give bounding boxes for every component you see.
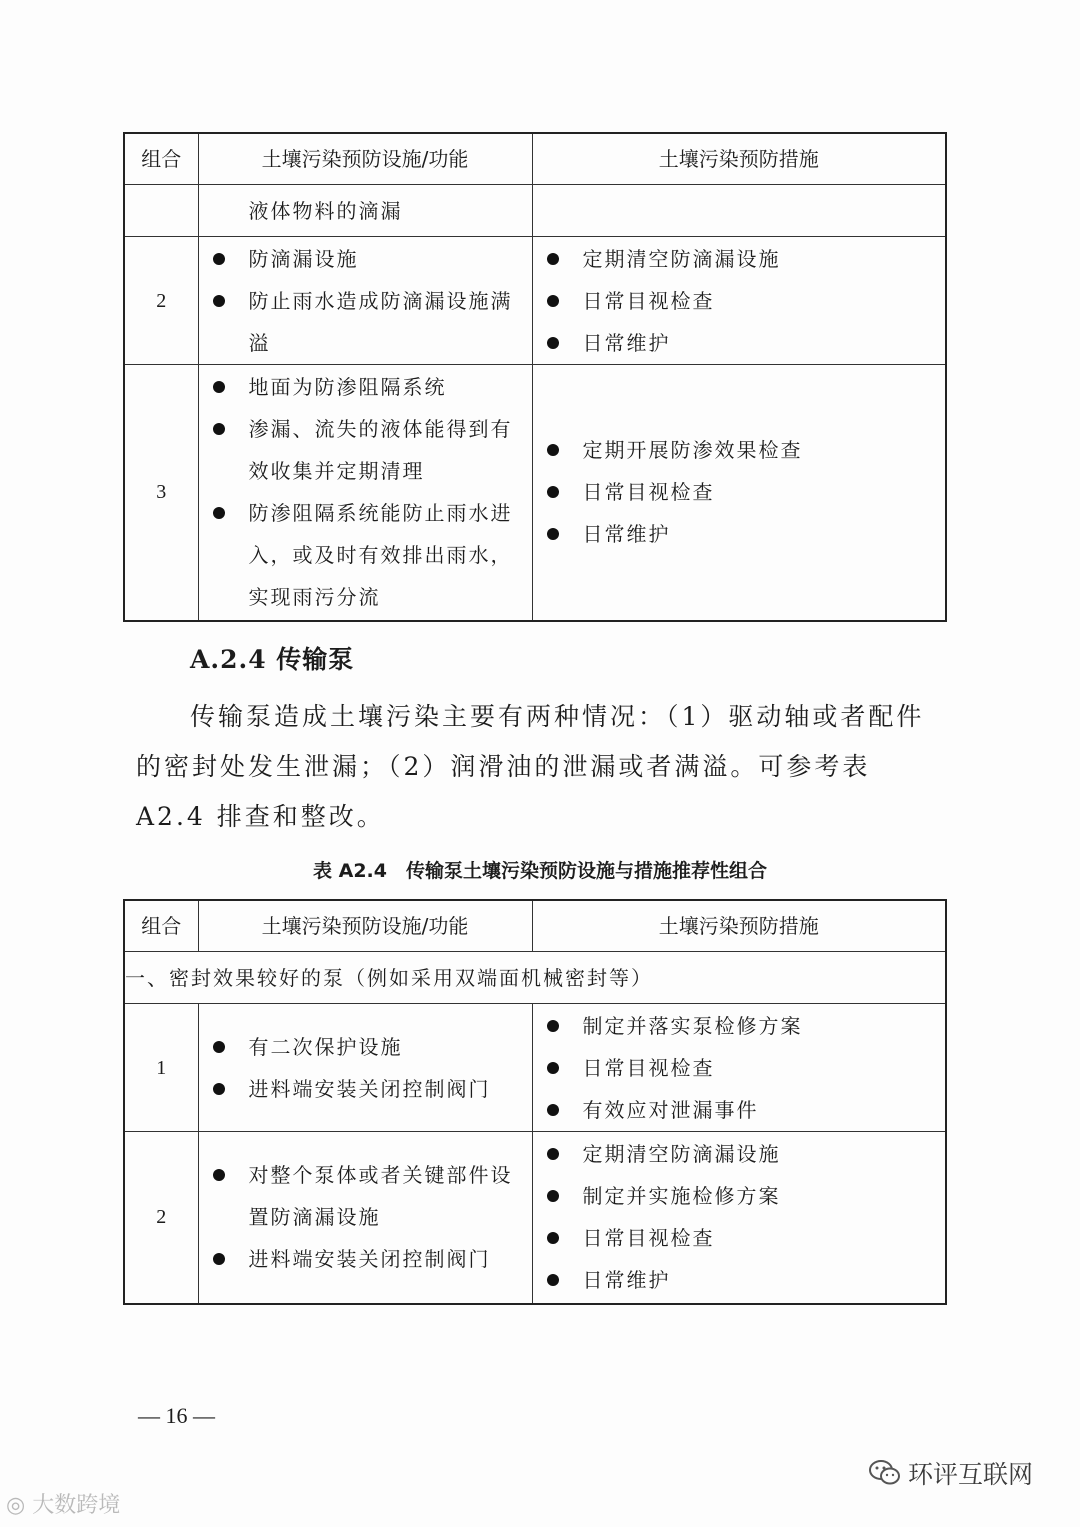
facility-cell bbox=[198, 237, 532, 365]
measure-cell bbox=[532, 185, 946, 237]
table-row bbox=[124, 1132, 946, 1304]
group-row bbox=[124, 952, 946, 1004]
facility-item: 对整个泵体或者关键部件设置防滴漏设施 bbox=[199, 1154, 532, 1238]
table-a2-3-continued bbox=[123, 132, 947, 622]
measure-item: 有效应对泄漏事件 bbox=[533, 1089, 946, 1131]
facility-item: 进料端安装关闭控制阀门 bbox=[199, 1238, 532, 1280]
header-combination: 组合 bbox=[124, 133, 198, 185]
header-facility: 土壤污染预防设施/功能 bbox=[198, 900, 532, 952]
measure-item: 定期清空防滴漏设施 bbox=[533, 1133, 946, 1175]
combination-number: 2 bbox=[124, 1132, 198, 1304]
header-facility: 土壤污染预防设施/功能 bbox=[198, 133, 532, 185]
table-header-row bbox=[124, 133, 946, 185]
measure-item: 日常目视检查 bbox=[533, 1047, 946, 1089]
measure-cell bbox=[532, 365, 946, 621]
facility-cell bbox=[198, 365, 532, 621]
facility-text: 液体物料的滴漏 bbox=[248, 198, 403, 223]
facility-cell bbox=[198, 185, 532, 237]
measure-cell bbox=[532, 1132, 946, 1304]
combination-number: 2 bbox=[124, 237, 198, 365]
measure-item: 日常维护 bbox=[533, 322, 946, 364]
header-measure: 土壤污染预防措施 bbox=[532, 900, 946, 952]
section-heading: A.2.4 传输泵 bbox=[190, 645, 355, 674]
table-row bbox=[124, 1004, 946, 1132]
combination-cell bbox=[124, 185, 198, 237]
facility-item: 防止雨水造成防滴漏设施满溢 bbox=[199, 280, 532, 364]
header-measure: 土壤污染预防措施 bbox=[532, 133, 946, 185]
measure-item: 日常目视检查 bbox=[533, 471, 946, 513]
table-row bbox=[124, 237, 946, 365]
measure-item: 定期清空防滴漏设施 bbox=[533, 238, 946, 280]
measure-item: 制定并实施检修方案 bbox=[533, 1175, 946, 1217]
section-paragraph: 传输泵造成土壤污染主要有两种情况：（1）驱动轴或者配件的密封处发生泄漏；（2）润滑油的泄漏或者满溢。可参考表 A2.4 排查和整改。 bbox=[136, 702, 925, 831]
table-a2-4 bbox=[123, 899, 947, 1305]
facility-item: 地面为防渗阻隔系统 bbox=[199, 366, 532, 408]
measure-item: 定期开展防渗效果检查 bbox=[533, 429, 946, 471]
watermark-right bbox=[868, 1455, 1033, 1491]
measure-cell bbox=[532, 1004, 946, 1132]
watermark-right-text: 环评互联网 bbox=[908, 1460, 1034, 1489]
header-combination: 组合 bbox=[124, 900, 198, 952]
table-header-row bbox=[124, 900, 946, 952]
facility-cell bbox=[198, 1004, 532, 1132]
measure-cell bbox=[532, 237, 946, 365]
watermark-logo-icon: ◎ bbox=[6, 1493, 26, 1518]
page-number: — 16 — bbox=[138, 1403, 215, 1428]
facility-item: 渗漏、流失的液体能得到有效收集并定期清理 bbox=[199, 408, 532, 492]
table-row bbox=[124, 365, 946, 621]
measure-item: 日常维护 bbox=[533, 1259, 946, 1301]
measure-item: 制定并落实泵检修方案 bbox=[533, 1005, 946, 1047]
facility-item: 有二次保护设施 bbox=[199, 1026, 532, 1068]
measure-item: 日常目视检查 bbox=[533, 1217, 946, 1259]
table-row bbox=[124, 185, 946, 237]
facility-cell bbox=[198, 1132, 532, 1304]
wechat-icon bbox=[868, 1458, 902, 1488]
facility-item: 防滴漏设施 bbox=[199, 238, 532, 280]
watermark-left-text: 大数跨境 bbox=[32, 1493, 121, 1518]
combination-number: 3 bbox=[124, 365, 198, 621]
facility-item: 防渗阻隔系统能防止雨水进入，或及时有效排出雨水，实现雨污分流 bbox=[199, 492, 532, 618]
table-caption: 表 A2.4 传输泵土壤污染预防设施与措施推荐性组合 bbox=[313, 860, 767, 882]
group-label: 一、密封效果较好的泵（例如采用双端面机械密封等） bbox=[124, 952, 946, 1004]
watermark-left bbox=[6, 1488, 120, 1519]
measure-item: 日常维护 bbox=[533, 513, 946, 555]
facility-item: 进料端安装关闭控制阀门 bbox=[199, 1068, 532, 1110]
combination-number: 1 bbox=[124, 1004, 198, 1132]
measure-item: 日常目视检查 bbox=[533, 280, 946, 322]
